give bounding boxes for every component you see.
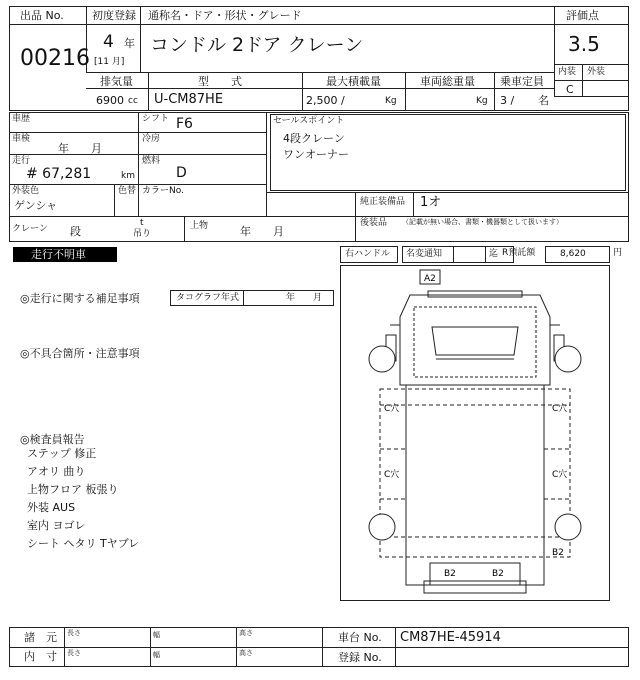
color-code-label: カラーNo. bbox=[142, 186, 184, 196]
wheel-front-right bbox=[555, 346, 581, 372]
steering-text: 右ハンドル bbox=[345, 249, 391, 259]
inspection-value: 年 月 bbox=[58, 142, 102, 155]
first-reg-month: [11 月] bbox=[94, 57, 125, 67]
crane-stage: 段 bbox=[70, 225, 81, 238]
mark-c-hole-2: C穴 bbox=[552, 404, 568, 414]
cc-unit: cc bbox=[128, 96, 138, 106]
interior-label: 内装 bbox=[558, 67, 577, 77]
genuine-value: 1オ bbox=[420, 195, 442, 210]
shift-label: シフト bbox=[142, 114, 170, 124]
sales-point-label: セールスポイント bbox=[273, 116, 345, 126]
inspector-item-3: 上物フロア 板張り bbox=[27, 483, 119, 496]
fuel-value: D bbox=[176, 165, 187, 181]
aftermarket-note: （記載が無い場合、書類・機器類として扱います） bbox=[402, 218, 563, 226]
mark-a2: A2 bbox=[424, 274, 436, 284]
exterior-label: 外装 bbox=[587, 67, 606, 77]
capacity-label: 乗車定員 bbox=[500, 75, 544, 88]
chassis-label: 車台 No. bbox=[338, 631, 382, 644]
color-no-label: 色替 bbox=[118, 186, 137, 196]
interior-dims-label: 内 寸 bbox=[24, 650, 57, 663]
lot-label: 出品 No. bbox=[20, 9, 64, 22]
height-label-2: 高さ bbox=[239, 649, 253, 657]
capacity-unit: 名 bbox=[538, 94, 549, 107]
max-load-value: 2,500 / bbox=[306, 94, 345, 107]
exterior-color-label: 外装色 bbox=[12, 186, 40, 196]
max-load-unit: Kg bbox=[385, 96, 397, 106]
mileage-value: # 67,281 bbox=[26, 166, 92, 182]
upper-value: 年 月 bbox=[240, 225, 284, 238]
eval-label: 評価点 bbox=[566, 9, 599, 22]
km-unit: km bbox=[121, 171, 135, 181]
aftermarket-label: 後装品 bbox=[360, 218, 388, 228]
name-change-box bbox=[402, 246, 514, 263]
fuel-label: 燃料 bbox=[142, 156, 161, 166]
chassis-number: CM87HE-45914 bbox=[400, 630, 501, 645]
eval-score: 3.5 bbox=[568, 32, 600, 56]
running-notes-label: ◎走行に関する補足事項 bbox=[20, 292, 140, 305]
steering-box bbox=[340, 246, 398, 263]
inspector-item-4: 外装 AUS bbox=[27, 501, 76, 514]
inspector-item-5: 室内 ヨゴレ bbox=[27, 519, 86, 532]
width-label-2: 幅 bbox=[153, 651, 160, 659]
width-label-1: 幅 bbox=[153, 631, 160, 639]
displacement-label: 排気量 bbox=[100, 75, 133, 88]
history-label: 車歴 bbox=[12, 114, 31, 124]
height-label-1: 高さ bbox=[239, 629, 253, 637]
mark-b2-1: B2 bbox=[552, 548, 564, 558]
tachograph-value: 年 月 bbox=[286, 293, 323, 303]
r-fee-unit: 円 bbox=[613, 248, 623, 258]
exterior-color-value: ゲンシャ bbox=[14, 199, 58, 212]
max-load-label: 最大積載量 bbox=[326, 75, 381, 88]
wheel-rear-right bbox=[555, 514, 581, 540]
lot-number: 00216 bbox=[20, 46, 90, 71]
mark-c-hole-4: C穴 bbox=[552, 470, 568, 480]
first-reg-year: 4 bbox=[103, 32, 114, 52]
gross-weight-label: 車両総重量 bbox=[420, 75, 475, 88]
not-running-text: 走行不明車 bbox=[31, 248, 86, 261]
mark-b2-2: B2 bbox=[444, 569, 456, 579]
r-fee-box bbox=[545, 246, 610, 263]
tachograph-box bbox=[170, 290, 334, 306]
crane-lift: 吊り bbox=[133, 229, 152, 239]
crane-ton: t bbox=[140, 218, 144, 228]
r-fee-value: 8,620 bbox=[560, 249, 586, 259]
inspector-item-6: シート ヘタリ Tヤブレ bbox=[27, 537, 140, 550]
mark-c-hole-1: C穴 bbox=[384, 404, 400, 414]
dims-label: 諸 元 bbox=[24, 631, 57, 644]
inspector-item-1: ステップ 修正 bbox=[27, 447, 97, 460]
name-change-text: 名変通知 bbox=[406, 249, 443, 259]
capacity-value: 3 / bbox=[500, 94, 515, 107]
upper-label: 上物 bbox=[190, 221, 209, 231]
sales-point-2: ワンオーナー bbox=[283, 148, 349, 161]
wheel-rear-left bbox=[369, 514, 395, 540]
genuine-label: 純正装備品 bbox=[360, 197, 406, 207]
tachograph-label: タコグラフ年式 bbox=[176, 293, 240, 303]
displacement-value: 6900 bbox=[96, 94, 124, 107]
mark-c-hole-3: C穴 bbox=[384, 470, 400, 480]
truck-drawing bbox=[340, 265, 610, 601]
wheel-front-left bbox=[369, 346, 395, 372]
year-unit: 年 bbox=[124, 37, 135, 50]
gross-weight-unit: Kg bbox=[476, 96, 488, 106]
type-value: U-CM87HE bbox=[154, 92, 224, 107]
crane-label: クレーン bbox=[12, 224, 48, 234]
first-reg-label: 初度登録 bbox=[92, 9, 136, 22]
type-label: 型 式 bbox=[198, 75, 242, 88]
ac-label: 冷房 bbox=[142, 134, 161, 144]
not-running-badge bbox=[13, 247, 117, 262]
length-label-1: 長さ bbox=[67, 629, 81, 637]
r-fee-label: R預託額 bbox=[502, 248, 536, 258]
mark-b2-3: B2 bbox=[492, 569, 504, 579]
shift-value: F6 bbox=[176, 116, 193, 132]
model-name: コンドル 2ドア クレーン bbox=[150, 34, 364, 56]
mileage-label: 走行 bbox=[12, 156, 31, 166]
registration-label: 登録 No. bbox=[338, 651, 382, 664]
model-label: 通称名・ドア・形状・グレード bbox=[148, 9, 302, 22]
sales-point-1: 4段クレーン bbox=[283, 132, 345, 145]
interior-grade: C bbox=[566, 83, 574, 96]
defects-label: ◎不具合箇所・注意事項 bbox=[20, 347, 140, 360]
deadline-label: 迄 bbox=[489, 249, 499, 259]
inspector-label: ◎検査員報告 bbox=[20, 433, 85, 446]
inspector-item-2: アオリ 曲り bbox=[27, 465, 86, 478]
inspection-label: 車検 bbox=[12, 134, 31, 144]
length-label-2: 長さ bbox=[67, 649, 81, 657]
